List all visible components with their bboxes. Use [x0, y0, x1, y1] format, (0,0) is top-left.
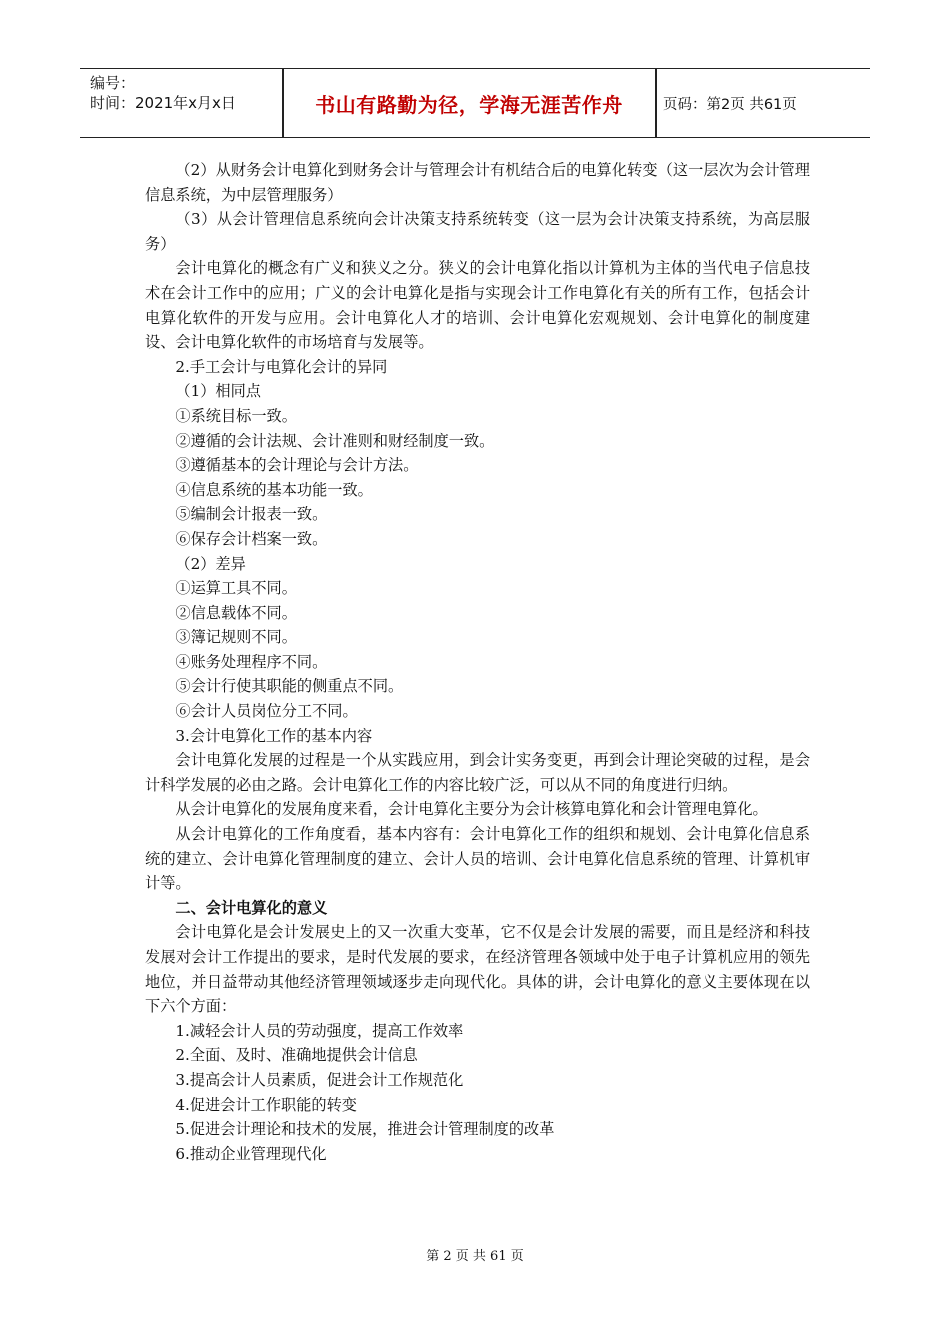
body-paragraph: ①运算工具不同。	[175, 579, 297, 598]
body-paragraph: ⑤会计行使其职能的侧重点不同。	[175, 677, 404, 696]
page-header	[80, 68, 870, 138]
document-date: 时间：2021年x月x日	[90, 94, 236, 112]
body-paragraph: ②信息载体不同。	[175, 603, 297, 622]
body-paragraph: （3）从会计管理信息系统向会计决策支持系统转变（这一层为会计决策支持系统，为高层服务）	[145, 210, 810, 253]
body-paragraph: ⑥会计人员岗位分工不同。	[175, 702, 358, 721]
body-paragraph: ③簿记规则不同。	[175, 628, 297, 647]
body-paragraph: 3.会计电算化工作的基本内容	[175, 726, 373, 745]
body-paragraph: 从会计电算化的发展角度来看，会计电算化主要分为会计核算电算化和会计管理电算化。	[175, 800, 768, 819]
body-paragraph: ⑥保存会计档案一致。	[175, 529, 328, 548]
header-divider	[655, 69, 657, 137]
header-page-info: 页码：第2页 共61页	[663, 97, 797, 113]
body-paragraph: 从会计电算化的工作角度看，基本内容有：会计电算化工作的组织和规划、会计电算化信息系统的建立、会计电算化管理制度的建立、会计人员的培训、会计电算化信息系统的管理、计算机审计等。	[145, 825, 810, 893]
document-body	[145, 158, 810, 1166]
section-heading: 二、会计电算化的意义	[175, 898, 328, 917]
header-meta	[80, 69, 282, 137]
body-paragraph: （2）从财务会计电算化到财务会计与管理会计有机结合后的电算化转变（这一层次为会计管理信息系统，为中层管理服务）	[145, 161, 810, 204]
body-paragraph: ④信息系统的基本功能一致。	[175, 480, 373, 499]
body-paragraph: 会计电算化发展的过程是一个从实践应用，到会计实务变更，再到会计理论突破的过程，是会计科学发展的必由之路。会计电算化工作的内容比较广泛，可以从不同的角度进行归纳。	[145, 751, 810, 794]
document-number-label: 编号：	[90, 74, 136, 92]
body-paragraph: ①系统目标一致。	[175, 406, 297, 425]
body-paragraph: 5.促进会计理论和技术的发展，推进会计管理制度的改革	[175, 1120, 555, 1139]
body-paragraph: 2.手工会计与电算化会计的异同	[175, 357, 388, 376]
body-paragraph: 1.减轻会计人员的劳动强度，提高工作效率	[175, 1021, 464, 1040]
body-paragraph: 6.推动企业管理现代化	[175, 1144, 327, 1163]
body-paragraph: （2）差异	[175, 554, 246, 573]
body-paragraph: ③遵循基本的会计理论与会计方法。	[175, 456, 419, 475]
body-paragraph: 3.提高会计人员素质，促进会计工作规范化	[175, 1070, 464, 1089]
body-paragraph: 4.促进会计工作职能的转变	[175, 1095, 357, 1114]
body-paragraph: ②遵循的会计法规、会计准则和财经制度一致。	[175, 431, 495, 450]
body-paragraph: （1）相同点	[175, 382, 261, 401]
page-footer: 第 2 页 共 61 页	[426, 1249, 524, 1264]
body-paragraph: 会计电算化是会计发展史上的又一次重大变革，它不仅是会计发展的需要，而且是经济和科技发展对会计工作提出的要求，是时代发展的要求，在经济管理各领域中处于电子计算机应用的领先地位，并日益带动其他经济管理领域逐步走向现代化。具体的讲，会计电算化的意义主要体现在以下六个方面：	[145, 923, 810, 1016]
body-paragraph: 2.全面、及时、准确地提供会计信息	[175, 1046, 418, 1065]
body-paragraph: 会计电算化的概念有广义和狭义之分。狭义的会计电算化指以计算机为主体的当代电子信息技术在会计工作中的应用；广义的会计电算化是指与实现会计工作电算化有关的所有工作，包括会计电算化软件的开发与应用。会计电算化人才的培训、会计电算化宏观规划、会计电算化的制度建设、会计电算化软件的市场培育与发展等。	[145, 259, 810, 352]
body-paragraph: ⑤编制会计报表一致。	[175, 505, 328, 524]
header-motto: 书山有路勤为径，学海无涯苦作舟	[315, 92, 623, 117]
body-paragraph: ④账务处理程序不同。	[175, 652, 328, 671]
